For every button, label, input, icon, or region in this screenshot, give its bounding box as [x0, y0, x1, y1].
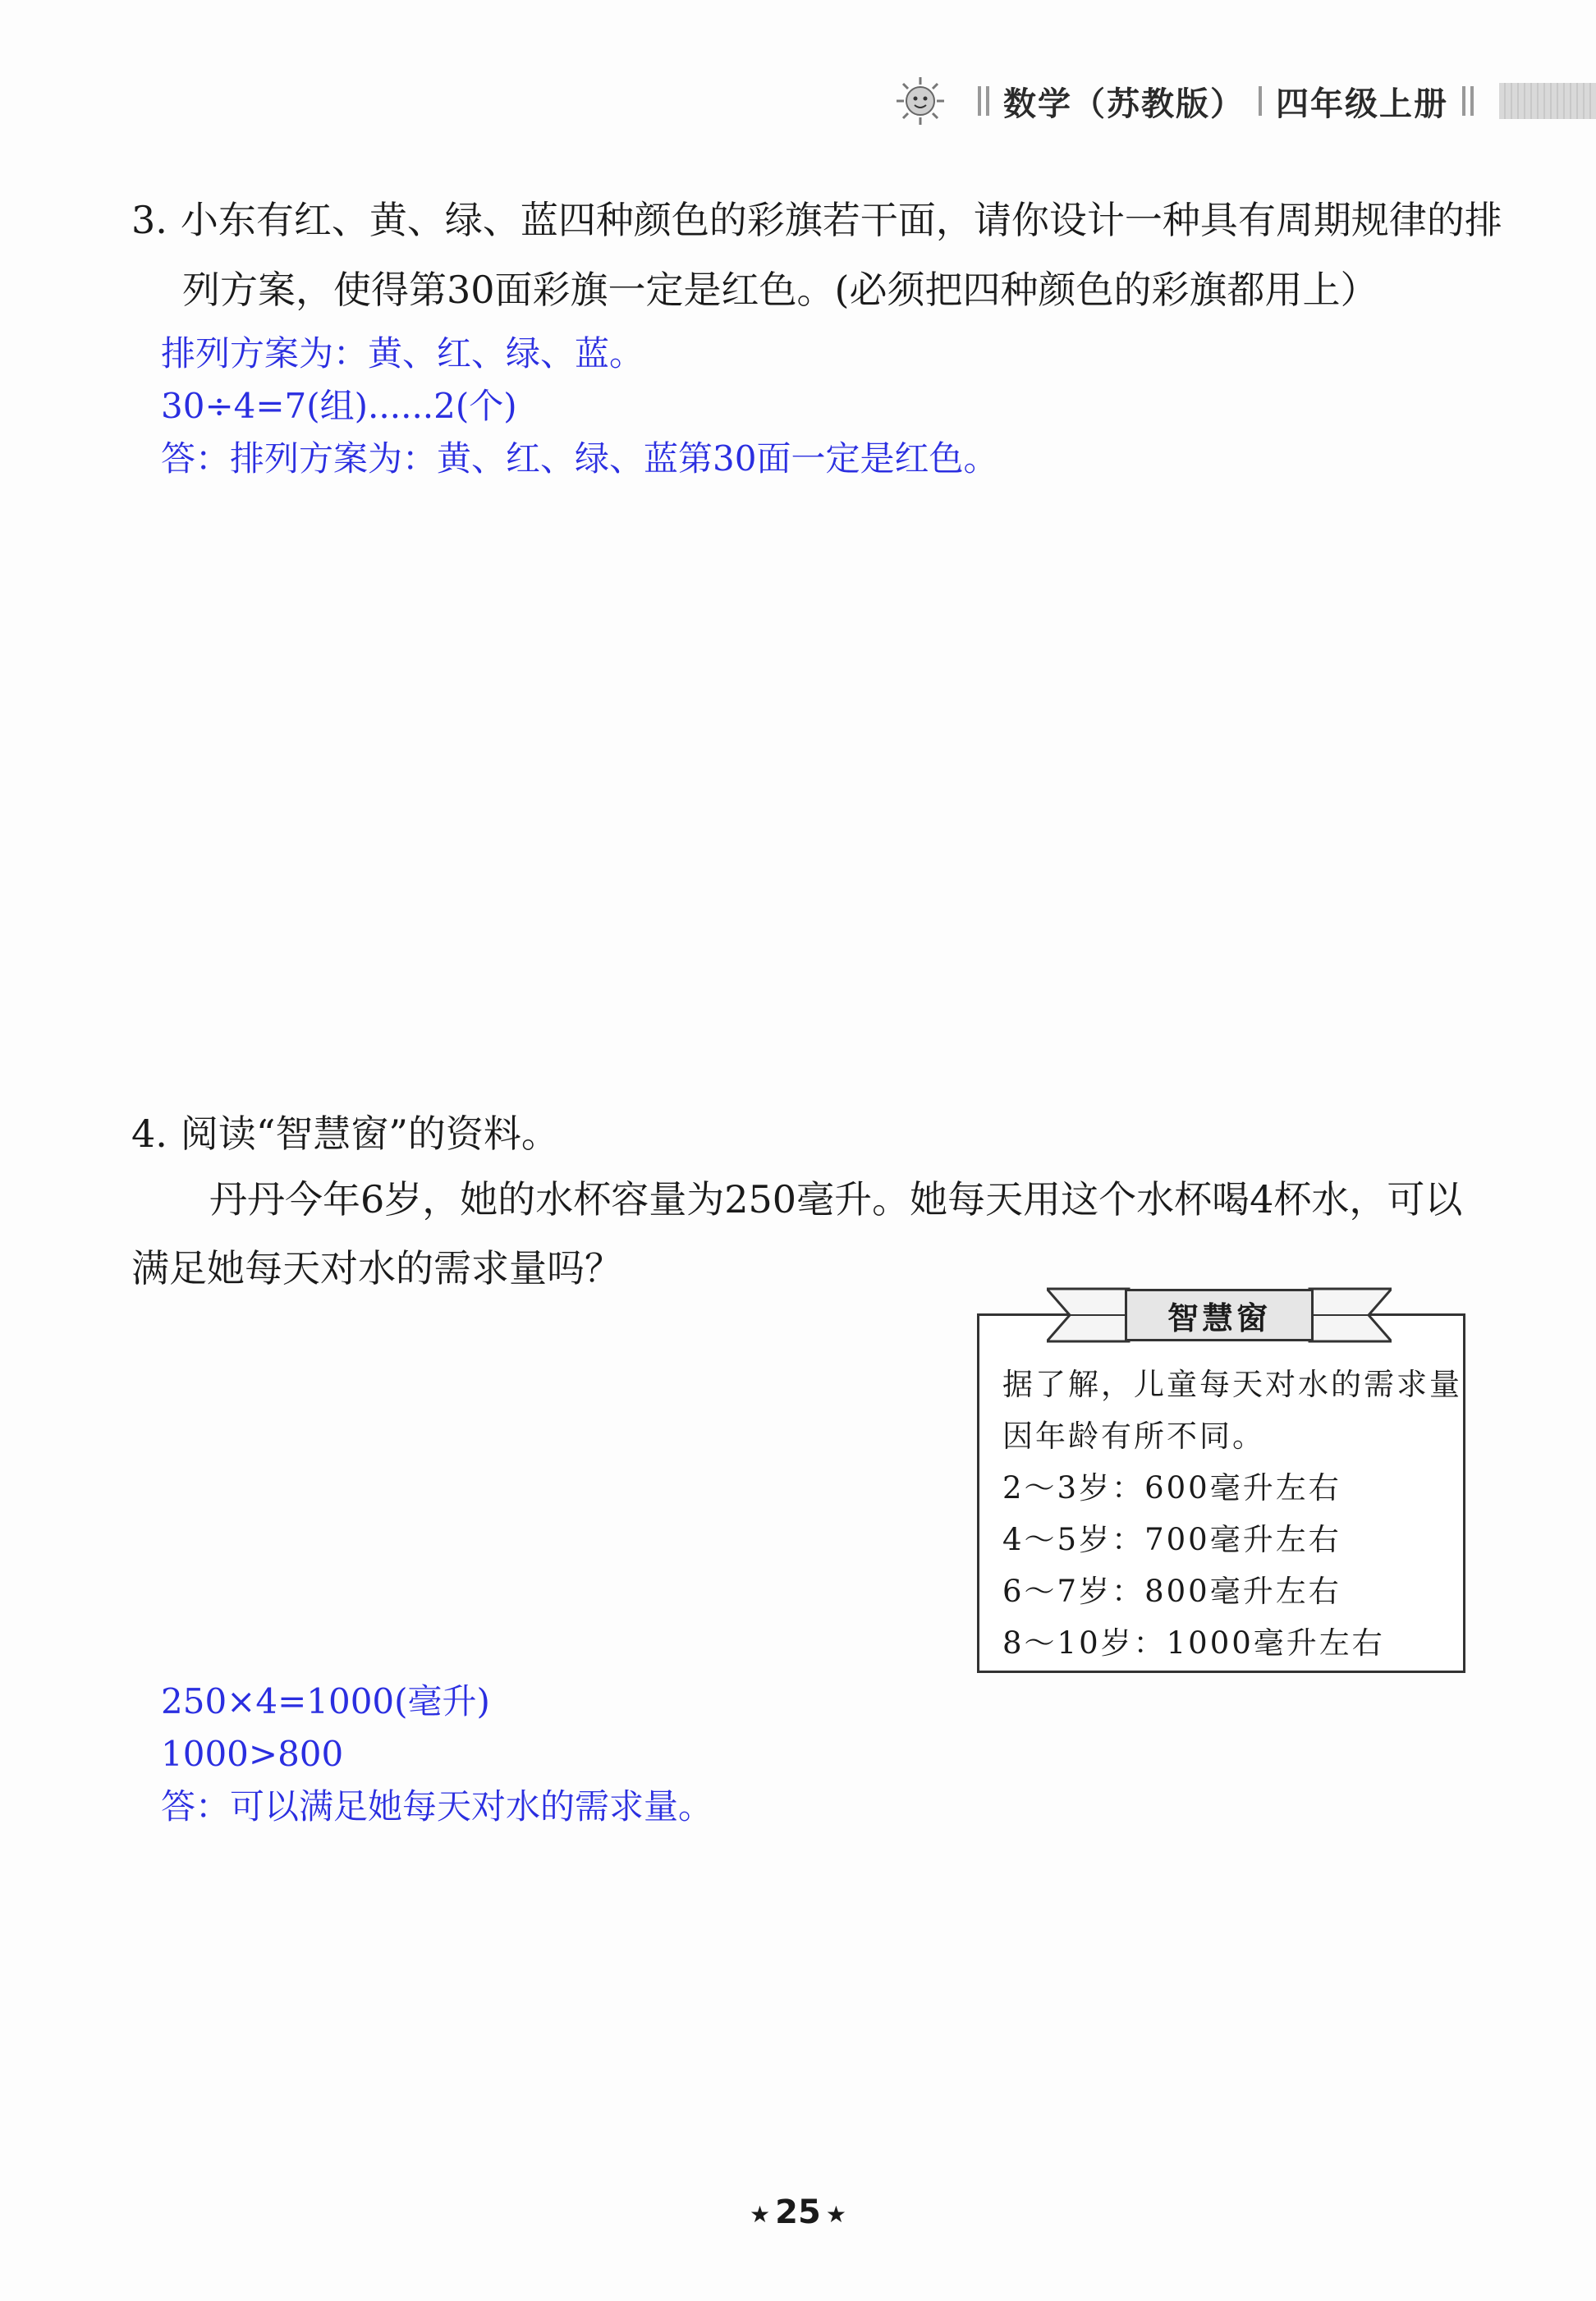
info-line: 4～5岁：700毫升左右 [1002, 1522, 1341, 1557]
info-line: 6～7岁：800毫升左右 [1002, 1574, 1341, 1609]
q3-number: 3. [131, 198, 167, 242]
q4-intro: 阅读“智慧窗”的资料。 [180, 1112, 559, 1156]
header-grade: 四年级上册 [1276, 85, 1448, 123]
q4-text-line2: 满足她每天对水的需求量吗？ [131, 1246, 622, 1290]
header-subject: 数学（苏教版） [1003, 85, 1245, 123]
q3-answer-line3: 答：排列方案为：黄、红、绿、蓝第30面一定是红色。 [161, 438, 998, 479]
info-box [977, 1313, 1465, 1673]
page-number [0, 2193, 1596, 2231]
star-icon: ★ [825, 2200, 846, 2228]
info-line: 2～3岁：600毫升左右 [1002, 1470, 1341, 1506]
info-box-body [1002, 1359, 1462, 1669]
q4-number: 4. [131, 1112, 167, 1156]
page-number-text: 25 [775, 2193, 821, 2231]
q3-text-line2: 列方案，使得第30面彩旗一定是红色。(必须把四种颜色的彩旗都用上） [182, 268, 1378, 312]
q3-line1 [131, 185, 1502, 255]
q4-text-line1: 丹丹今年6岁，她的水杯容量为250毫升。她每天用这个水杯喝4杯水，可以 [209, 1177, 1463, 1222]
info-box-title: 智慧窗 [1125, 1289, 1314, 1341]
q3-answer-line2: 30÷4=7(组)......2(个) [161, 386, 517, 426]
info-line: 因年龄有所不同。 [1002, 1419, 1265, 1454]
info-box-banner [1047, 1282, 1392, 1348]
info-line: 据了解，儿童每天对水的需求量 [1002, 1367, 1462, 1402]
star-icon: ★ [750, 2200, 771, 2228]
q4-answer-line1: 250×4=1000(毫升) [161, 1681, 490, 1721]
q3-answer-line1: 排列方案为：黄、红、绿、蓝。 [161, 333, 644, 374]
page-header [895, 72, 1596, 130]
sun-mascot-icon [895, 76, 946, 126]
header-decoration [1499, 83, 1596, 119]
info-line: 8～10岁：1000毫升左右 [1002, 1625, 1385, 1661]
q3-text-line1: 小东有红、黄、绿、蓝四种颜色的彩旗若干面，请你设计一种具有周期规律的排 [180, 198, 1502, 242]
header-divider [1460, 86, 1476, 116]
header-divider [1256, 86, 1264, 116]
q4-intro-line [131, 1098, 559, 1169]
q4-answer-line3: 答：可以满足她每天对水的需求量。 [161, 1786, 713, 1827]
q4-answer-line2: 1000>800 [161, 1734, 344, 1774]
header-divider [975, 86, 992, 116]
